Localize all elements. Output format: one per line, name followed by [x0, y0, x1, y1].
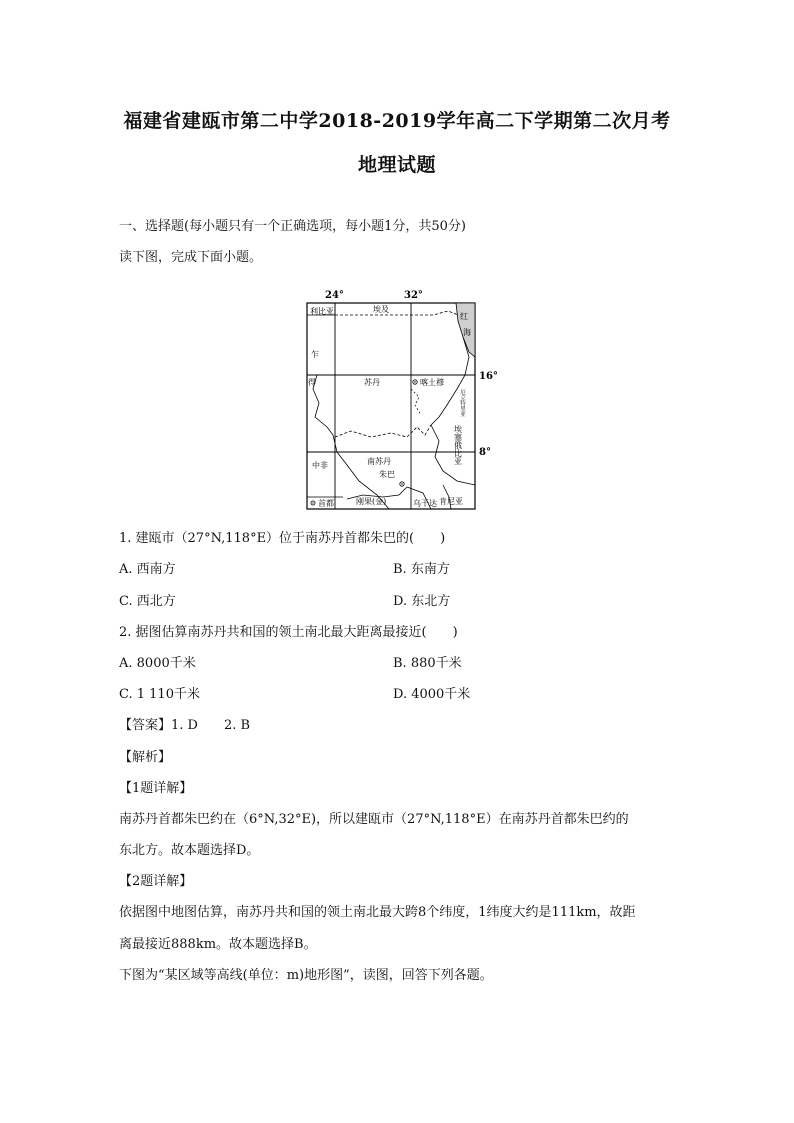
document-title-line2: 地理试题: [357, 154, 436, 176]
label-khartoum: 喀土穆: [420, 378, 444, 387]
lat-label-8: 8°: [479, 447, 491, 458]
q1-option-a: A. 西南方: [119, 562, 176, 577]
label-sudan: 苏丹: [364, 378, 380, 387]
label-south-sudan: 南苏丹: [367, 457, 391, 466]
q1-option-b: B. 东南方: [393, 562, 450, 577]
label-kenya: 肯尼亚: [439, 497, 463, 506]
label-juba: 朱巴: [379, 470, 395, 479]
question-2-stem: 2. 据图估算南苏丹共和国的领土南北最大距离最接近( ): [119, 625, 458, 640]
label-uganda: 乌干达: [413, 499, 437, 508]
legend-capital-label: 首都: [318, 499, 334, 508]
q1-detail-heading: 【1题详解】: [119, 781, 193, 796]
label-chad-2: 得: [308, 378, 316, 387]
label-car: 中非: [312, 461, 328, 470]
sudan-map-figure: [303, 285, 503, 515]
document-title-line1: 福建省建瓯市第二中学2018-2019学年高二下学期第二次月考: [123, 110, 671, 132]
label-ethiopia: 埃塞俄比亚: [453, 425, 463, 465]
lat-label-16: 16°: [479, 371, 498, 382]
q2-detail-heading: 【2题详解】: [119, 874, 193, 889]
q1-detail-line2: 东北方。故本题选择D。: [119, 843, 260, 858]
label-eritrea: 厄立特里亚: [459, 389, 465, 417]
map-svg: [303, 285, 503, 515]
q2-option-b: B. 880千米: [393, 656, 462, 671]
instruction-text: 读下图，完成下面小题。: [119, 250, 263, 265]
q2-detail-line1: 依据图中地图估算，南苏丹共和国的领土南北最大跨8个纬度，1纬度大约是111km，故距: [119, 905, 636, 920]
q1-option-d: D. 东北方: [393, 594, 451, 609]
label-libya: 利比亚: [310, 307, 334, 316]
q1-option-c: C. 西北方: [119, 594, 176, 609]
lon-label-32: 32°: [404, 290, 423, 301]
q2-option-a: A. 8000千米: [119, 656, 196, 671]
label-egypt: 埃及: [373, 305, 389, 314]
q2-option-d: D. 4000千米: [393, 687, 471, 702]
q2-detail-line2: 离最接近888km。故本题选择B。: [119, 937, 317, 952]
analysis-heading: 【解析】: [119, 750, 172, 765]
question-1-stem: 1. 建瓯市（27°N,118°E）位于南苏丹首都朱巴的( ): [119, 531, 446, 546]
section-heading: 一、选择题(每小题只有一个正确选项，每小题1分，共50分): [119, 219, 466, 234]
q1-detail-line1: 南苏丹首都朱巴约在（6°N,32°E)，所以建瓯市（27°N,118°E）在南苏丹首都朱巴约的: [119, 812, 629, 827]
answer-line: 【答案】1. D 2. B: [119, 718, 251, 733]
lon-label-24: 24°: [325, 290, 344, 301]
label-red-sea-1: 红: [460, 312, 468, 321]
q2-option-c: C. 1 110千米: [119, 687, 200, 702]
label-red-sea-2: 海: [463, 328, 471, 337]
next-question-intro: 下图为“某区域等高线(单位：m)地形图”，读图，回答下列各题。: [119, 968, 493, 983]
label-chad-1: 乍: [311, 350, 319, 359]
label-drc: 刚果(金): [356, 497, 387, 506]
